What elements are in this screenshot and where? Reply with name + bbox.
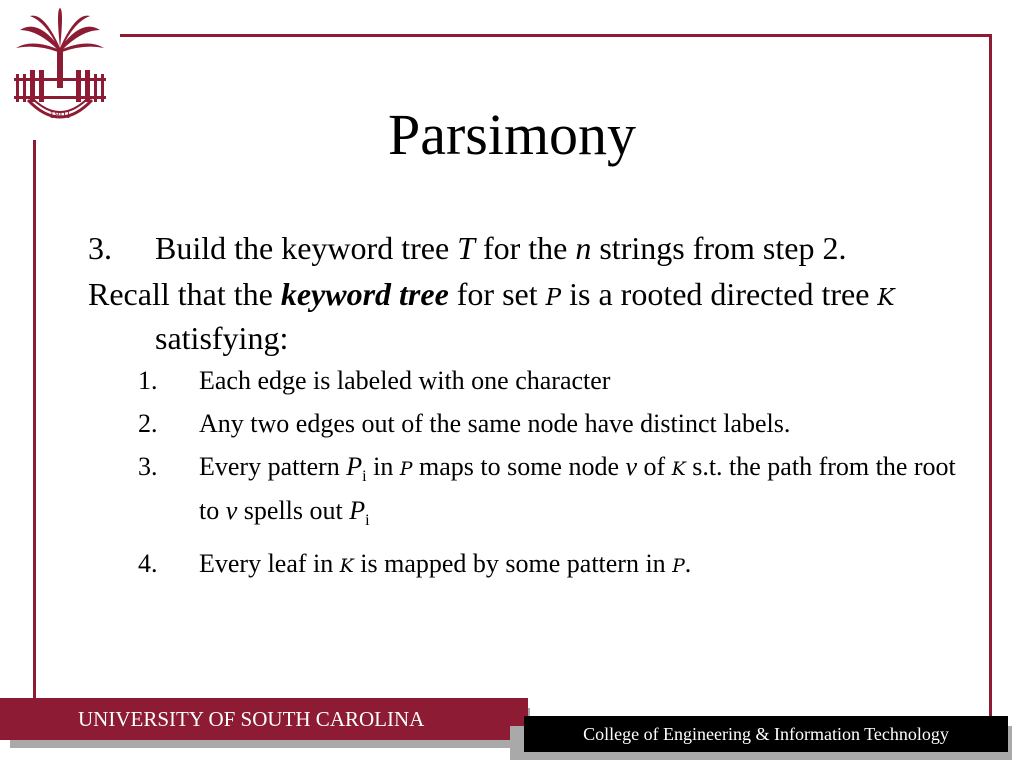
seal-year: 1801 bbox=[49, 109, 71, 121]
keyword-tree-term: keyword tree bbox=[280, 276, 449, 312]
condition-item: 3. Every pattern $P_i$ in P maps to some node v of K s.t. the path from the root to v spells out $P_i$ bbox=[138, 452, 956, 530]
slide-content bbox=[88, 228, 968, 593]
condition-item: 2. Any two edges out of the same node have distinct labels. bbox=[138, 409, 791, 438]
step-item: 3. Build the keyword tree T for the n strings from step 2. bbox=[88, 230, 847, 266]
frame-top-line bbox=[120, 34, 992, 37]
condition-item: 1. Each edge is labeled with one character bbox=[138, 366, 611, 395]
footer-university: UNIVERSITY OF SOUTH CAROLINA bbox=[0, 698, 528, 740]
page-title: Parsimony bbox=[387, 102, 637, 167]
recall-paragraph: Recall that the keyword tree for set P is a rooted directed tree K satisfying: bbox=[88, 276, 895, 356]
condition-item: 4. Every leaf in K is mapped by some pattern in P. bbox=[138, 549, 692, 579]
footer-college: College of Engineering & Information Technology bbox=[524, 716, 1008, 752]
frame-left-line bbox=[33, 140, 36, 700]
step-number: 3. bbox=[88, 230, 112, 266]
